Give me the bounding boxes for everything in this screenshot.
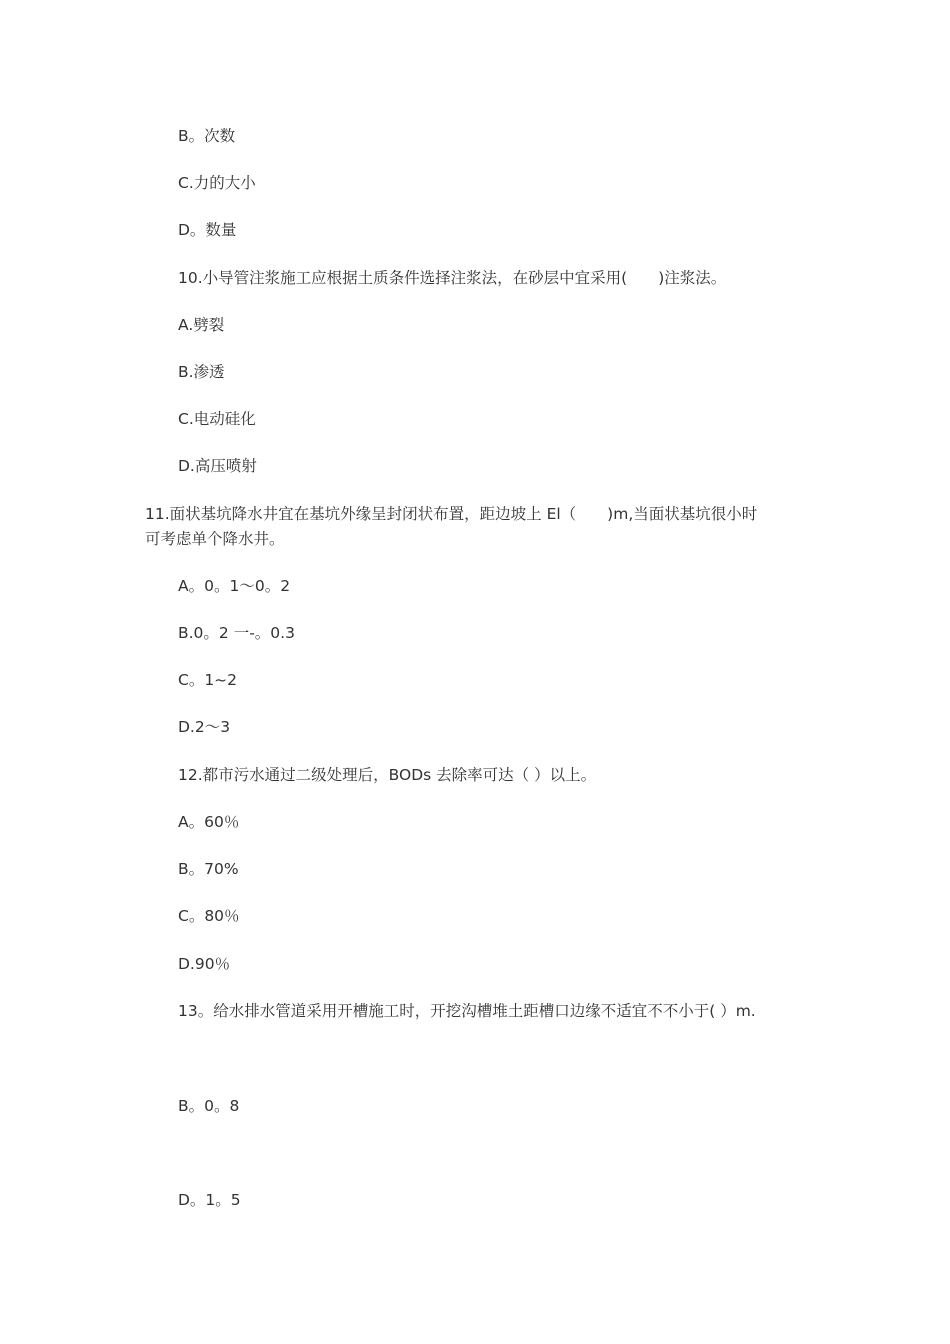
option-a-10: A.劈裂 [178, 316, 225, 334]
option-b-13: B。0。8 [178, 1097, 240, 1115]
question-11-line-1: 11.面状基坑降水井宜在基坑外缘呈封闭状布置，距边坡上 El（ )m,当面状基坑很小时 [145, 505, 758, 523]
option-b-10: B.渗透 [178, 363, 225, 381]
question-10: 10.小导管注浆施工应根据土质条件选择注浆法，在砂层中宜采用( )注浆法。 [178, 269, 727, 287]
option-d-12: D.90％ [178, 955, 231, 973]
option-a-12: A。60％ [178, 813, 240, 831]
option-b-11: B.0。2 一-。0.3 [178, 624, 295, 642]
option-c-9: C.力的大小 [178, 174, 256, 192]
option-b-9: B。次数 [178, 127, 236, 145]
option-b-12: B。70% [178, 860, 239, 878]
option-d-9: D。数量 [178, 221, 237, 239]
question-12: 12.都市污水通过二级处理后，BODs 去除率可达（ ）以上。 [178, 766, 597, 784]
option-c-11: C。1~2 [178, 671, 238, 689]
option-d-10: D.高压喷射 [178, 457, 257, 475]
option-a-11: A。0。1～0。2 [178, 577, 291, 595]
option-d-13: D。1。5 [178, 1191, 241, 1209]
option-d-11: D.2～3 [178, 718, 231, 736]
question-11-line-2: 可考虑单个降水井。 [145, 530, 285, 548]
option-c-10: C.电动硅化 [178, 410, 256, 428]
option-c-12: C。80％ [178, 907, 240, 925]
question-13: 13。给水排水管道采用开槽施工时，开挖沟槽堆土距槽口边缘不适宜不不小于( ）m. [178, 1002, 756, 1020]
